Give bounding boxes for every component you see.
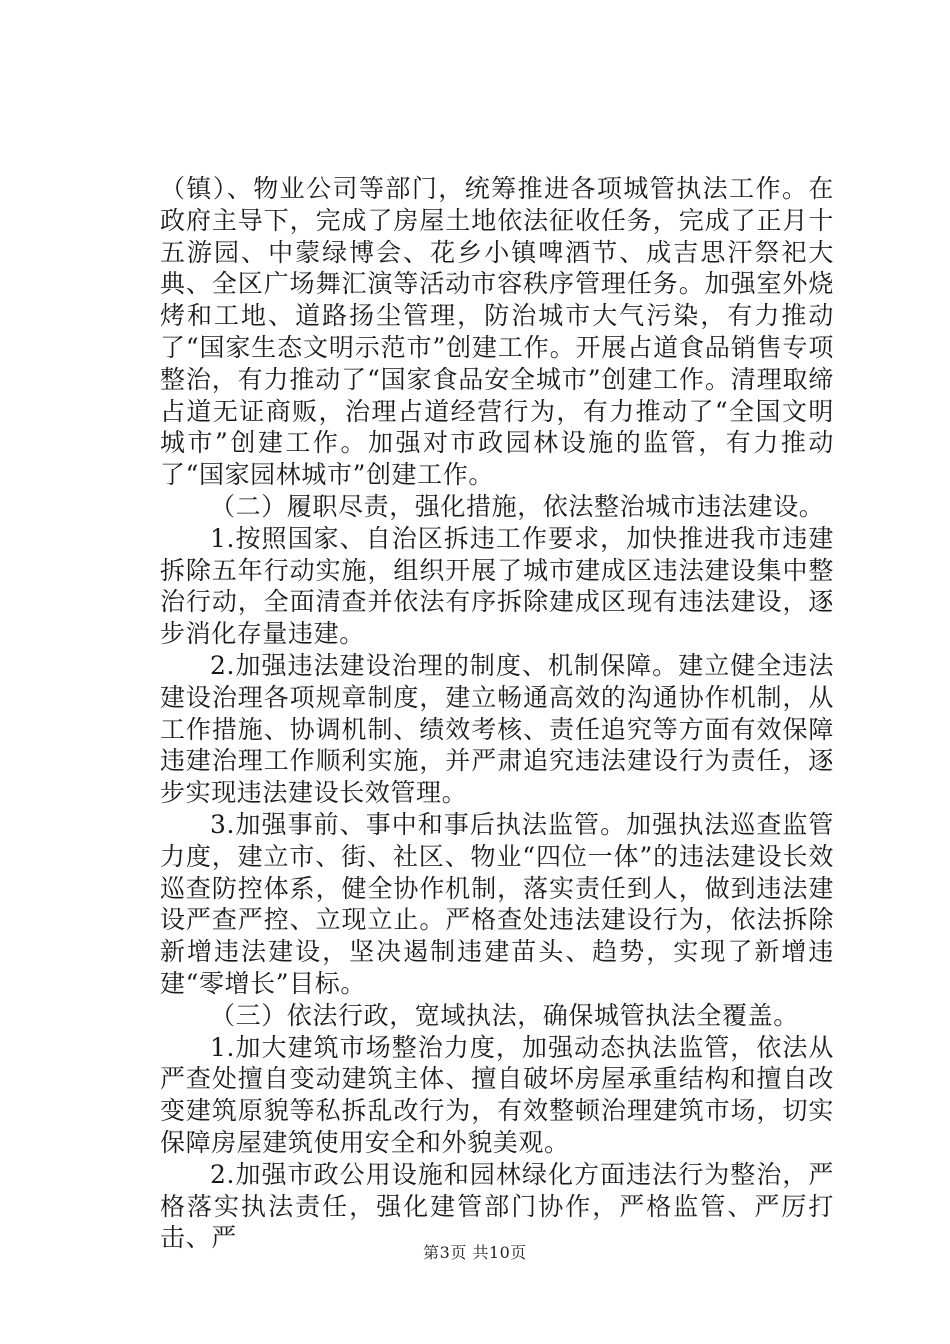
section-heading-2: （二）履职尽责，强化措施，依法整治城市违法建设。 bbox=[210, 491, 825, 521]
section-heading-3: （三）依法行政，宽域执法，确保城管执法全覆盖。 bbox=[210, 1000, 799, 1030]
paragraph-3-2: 2.加强市政公用设施和园林绿化方面违法行为整治，严格落实执法责任，强化建管部门协作，严格监管、严厉打击、严 bbox=[160, 1159, 834, 1253]
paragraph-2-1: 1.按照国家、自治区拆违工作要求，加快推进我市违建拆除五年行动实施，组织开展了城市建成区违法建设集中整治行动，全面清查并依法有序拆除建成区现有违法建设，逐步消化存量违建。 bbox=[160, 523, 834, 649]
paragraph-2-2: 2.加强违法建设治理的制度、机制保障。建立健全违法建设治理各项规章制度，建立畅通高效的沟通协作机制，从工作措施、协调机制、绩效考核、责任追究等方面有效保障违建治理工作顺利实施，并严肃追究违法建设行为责任，逐步实现违法建设长效管理。 bbox=[160, 650, 834, 808]
paragraph-1: （镇）、物业公司等部门，统筹推进各项城管执法工作。在政府主导下，完成了房屋土地依法征收任务，完成了正月十五游园、中蒙绿博会、花乡小镇啤酒节、成吉思汗祭祀大典、全区广场舞汇演等活动市容秩序管理任务。加强室外烧烤和工地、道路扬尘管理，防治城市大气污染，有力推动了“国家生态文明示范市”创建工作。开展占道食品销售专项整治，有力推动了“国家食品安全城市”创建工作。清理取缔占道无证商贩，治理占道经营行为，有力推动了“全国文明城市”创建工作。加强对市政园林设施的监管，有力推动了“国家园林城市”创建工作。 bbox=[160, 174, 834, 490]
page-number-footer: 第3页 共10页 bbox=[423, 1243, 527, 1262]
paragraph-2-3: 3.加强事前、事中和事后执法监管。加强执法巡查监管力度，建立市、街、社区、物业“四位一体”的违法建设长效巡查防控体系，健全协作机制，落实责任到人，做到违法建设严查严控、立现立止。严格查处违法建设行为，依法拆除新增违法建设，坚决遏制违建苗头、趋势，实现了新增违建“零增长”目标。 bbox=[160, 809, 834, 998]
paragraph-3-1: 1.加大建筑市场整治力度，加强动态执法监管，依法从严查处擅自变动建筑主体、擅自破坏房屋承重结构和擅自改变建筑原貌等私拆乱改行为，有效整顿治理建筑市场，切实保障房屋建筑使用安全和外貌美观。 bbox=[160, 1032, 834, 1157]
body-text bbox=[160, 173, 834, 1254]
